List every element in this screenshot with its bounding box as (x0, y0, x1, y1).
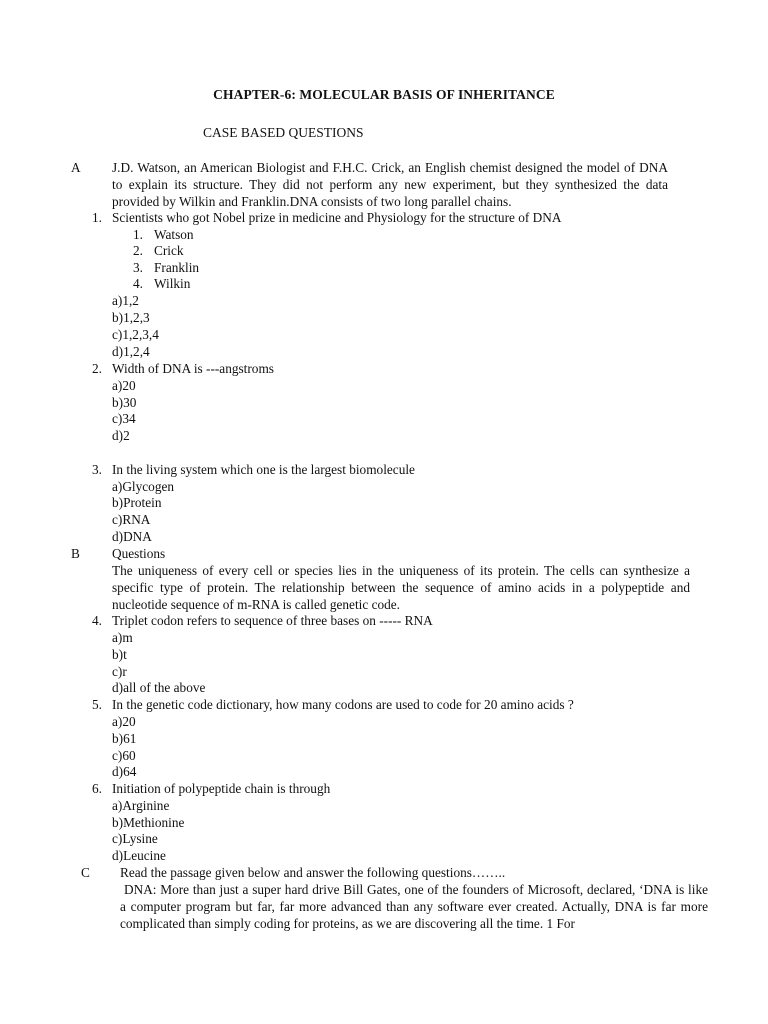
section-b-heading: Questions (112, 546, 166, 561)
section-a-passage: J.D. Watson, an American Biologist and F.H.C. Crick, an English chemist designed the model of DNA to explain its structure. They did not perform any new experiment, but they synthesized the data provided by Wilkin and Franklin.DNA consists of two long parallel chains. (112, 160, 668, 209)
q4-option: c)r (112, 664, 127, 679)
section-a-marker: A (71, 160, 81, 175)
q1-sub-number: 3. (133, 260, 143, 275)
q1-text: Scientists who got Nobel prize in medicine and Physiology for the structure of DNA (112, 210, 562, 225)
q3-option: c)RNA (112, 512, 151, 527)
q3-option: b)Protein (112, 495, 162, 510)
q1-sub-number: 2. (133, 243, 143, 258)
q1-sub-text: Crick (154, 243, 184, 258)
q1-option: b)1,2,3 (112, 310, 150, 325)
q5-text: In the genetic code dictionary, how many codons are used to code for 20 amino acids ? (112, 697, 574, 712)
q1-option: a)1,2 (112, 293, 139, 308)
section-c-intro: Read the passage given below and answer the following questions…….. (120, 865, 506, 880)
q4-option: a)m (112, 630, 133, 645)
section-b-marker: B (71, 546, 80, 561)
q3-option: a)Glycogen (112, 479, 175, 494)
section-subtitle: CASE BASED QUESTIONS (203, 125, 364, 140)
q2-option: a)20 (112, 378, 136, 393)
q4-text: Triplet codon refers to sequence of three bases on ----- RNA (112, 613, 433, 628)
q3-text: In the living system which one is the largest biomolecule (112, 462, 415, 477)
chapter-title: CHAPTER-6: MOLECULAR BASIS OF INHERITANCE (213, 87, 555, 102)
q6-option: c)Lysine (112, 831, 158, 846)
q5-option: b)61 (112, 731, 137, 746)
q2-option: b)30 (112, 395, 137, 410)
q2-option: d)2 (112, 428, 130, 443)
q1-sub-number: 1. (133, 227, 143, 242)
q6-option: b)Methionine (112, 815, 185, 830)
q1-number: 1. (92, 210, 102, 225)
q5-option: c)60 (112, 748, 136, 763)
q1-sub-text: Wilkin (154, 276, 191, 291)
q6-option: a)Arginine (112, 798, 170, 813)
q2-number: 2. (92, 361, 102, 376)
q5-option: d)64 (112, 764, 137, 779)
q6-option: d)Leucine (112, 848, 166, 863)
q1-option: d)1,2,4 (112, 344, 150, 359)
q1-sub-number: 4. (133, 276, 143, 291)
q2-text: Width of DNA is ---angstroms (112, 361, 274, 376)
q1-option: c)1,2,3,4 (112, 327, 159, 342)
q5-option: a)20 (112, 714, 136, 729)
q2-option: c)34 (112, 411, 136, 426)
q3-number: 3. (92, 462, 102, 477)
q4-option: b)t (112, 647, 127, 662)
q5-number: 5. (92, 697, 102, 712)
section-c-passage: DNA: More than just a super hard drive Bill Gates, one of the founders of Microsoft, declared, ‘DNA is like a computer program but far, far more advanced than any software ever created. Actually, DNA is far more complicated than simply coding for proteins, as we are discovering all the time. 1 For (120, 882, 708, 931)
q4-number: 4. (92, 613, 102, 628)
q4-option: d)all of the above (112, 680, 206, 695)
q3-option: d)DNA (112, 529, 152, 544)
section-c-marker: C (81, 865, 90, 880)
section-b-passage: The uniqueness of every cell or species lies in the uniqueness of its protein. The cells can synthesize a specific type of protein. The relationship between the sequence of amino acids in a polypeptide and nucleotide sequence of m-RNA is called genetic code. (112, 563, 690, 612)
q1-sub-text: Watson (154, 227, 194, 242)
q6-number: 6. (92, 781, 102, 796)
q6-text: Initiation of polypeptide chain is through (112, 781, 331, 796)
q1-sub-text: Franklin (154, 260, 200, 275)
